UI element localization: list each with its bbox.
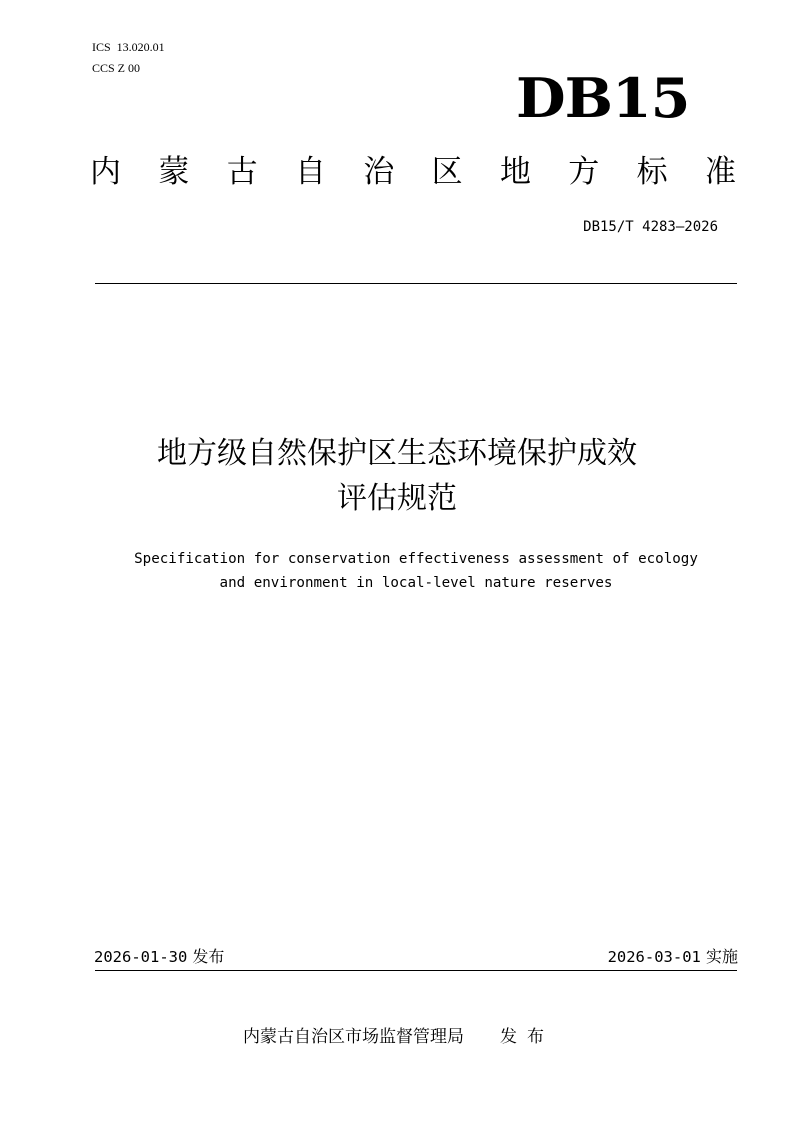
effective-date [608,946,738,968]
issuing-authority [243,1025,554,1049]
heading-char: 标 [636,154,668,190]
heading-char: 地 [499,154,531,190]
db15-logo: DB15 [516,66,690,130]
publish-date-value: 2026-01-30 [94,948,188,966]
ccs-code: CCS Z 00 [92,61,141,75]
publish-date [94,946,224,968]
english-title-line1: Specification for conservation effectiveness assessment of ecology [134,551,698,567]
heading-char: 自 [294,154,326,190]
effective-label: 实施 [705,947,738,966]
ics-code: ICS 13.020.01 [92,40,165,54]
heading-char: 方 [568,154,600,190]
heading-char: 准 [704,154,736,190]
effective-date-value: 2026-03-01 [607,948,701,966]
heading-char: 古 [226,154,258,190]
publish-label: 发布 [192,947,225,966]
top-divider [95,283,737,284]
heading-char: 区 [431,154,463,190]
chinese-title-line2: 评估规范 [337,481,457,516]
heading-char: 蒙 [158,154,190,190]
english-title-line2: and environment in local-level nature reserves [219,575,613,591]
standard-number: DB15/T 4283—2026 [583,219,718,235]
heading-char: 治 [363,154,395,190]
heading-char: 内 [90,154,121,190]
bottom-divider [95,970,737,971]
issuer-action: 发布 [500,1027,554,1047]
chinese-title-line1: 地方级自然保护区生态环境保护成效 [157,436,637,471]
region-standard-heading [90,152,736,192]
issuer-name: 内蒙古自治区市场监督管理局 [243,1027,464,1047]
